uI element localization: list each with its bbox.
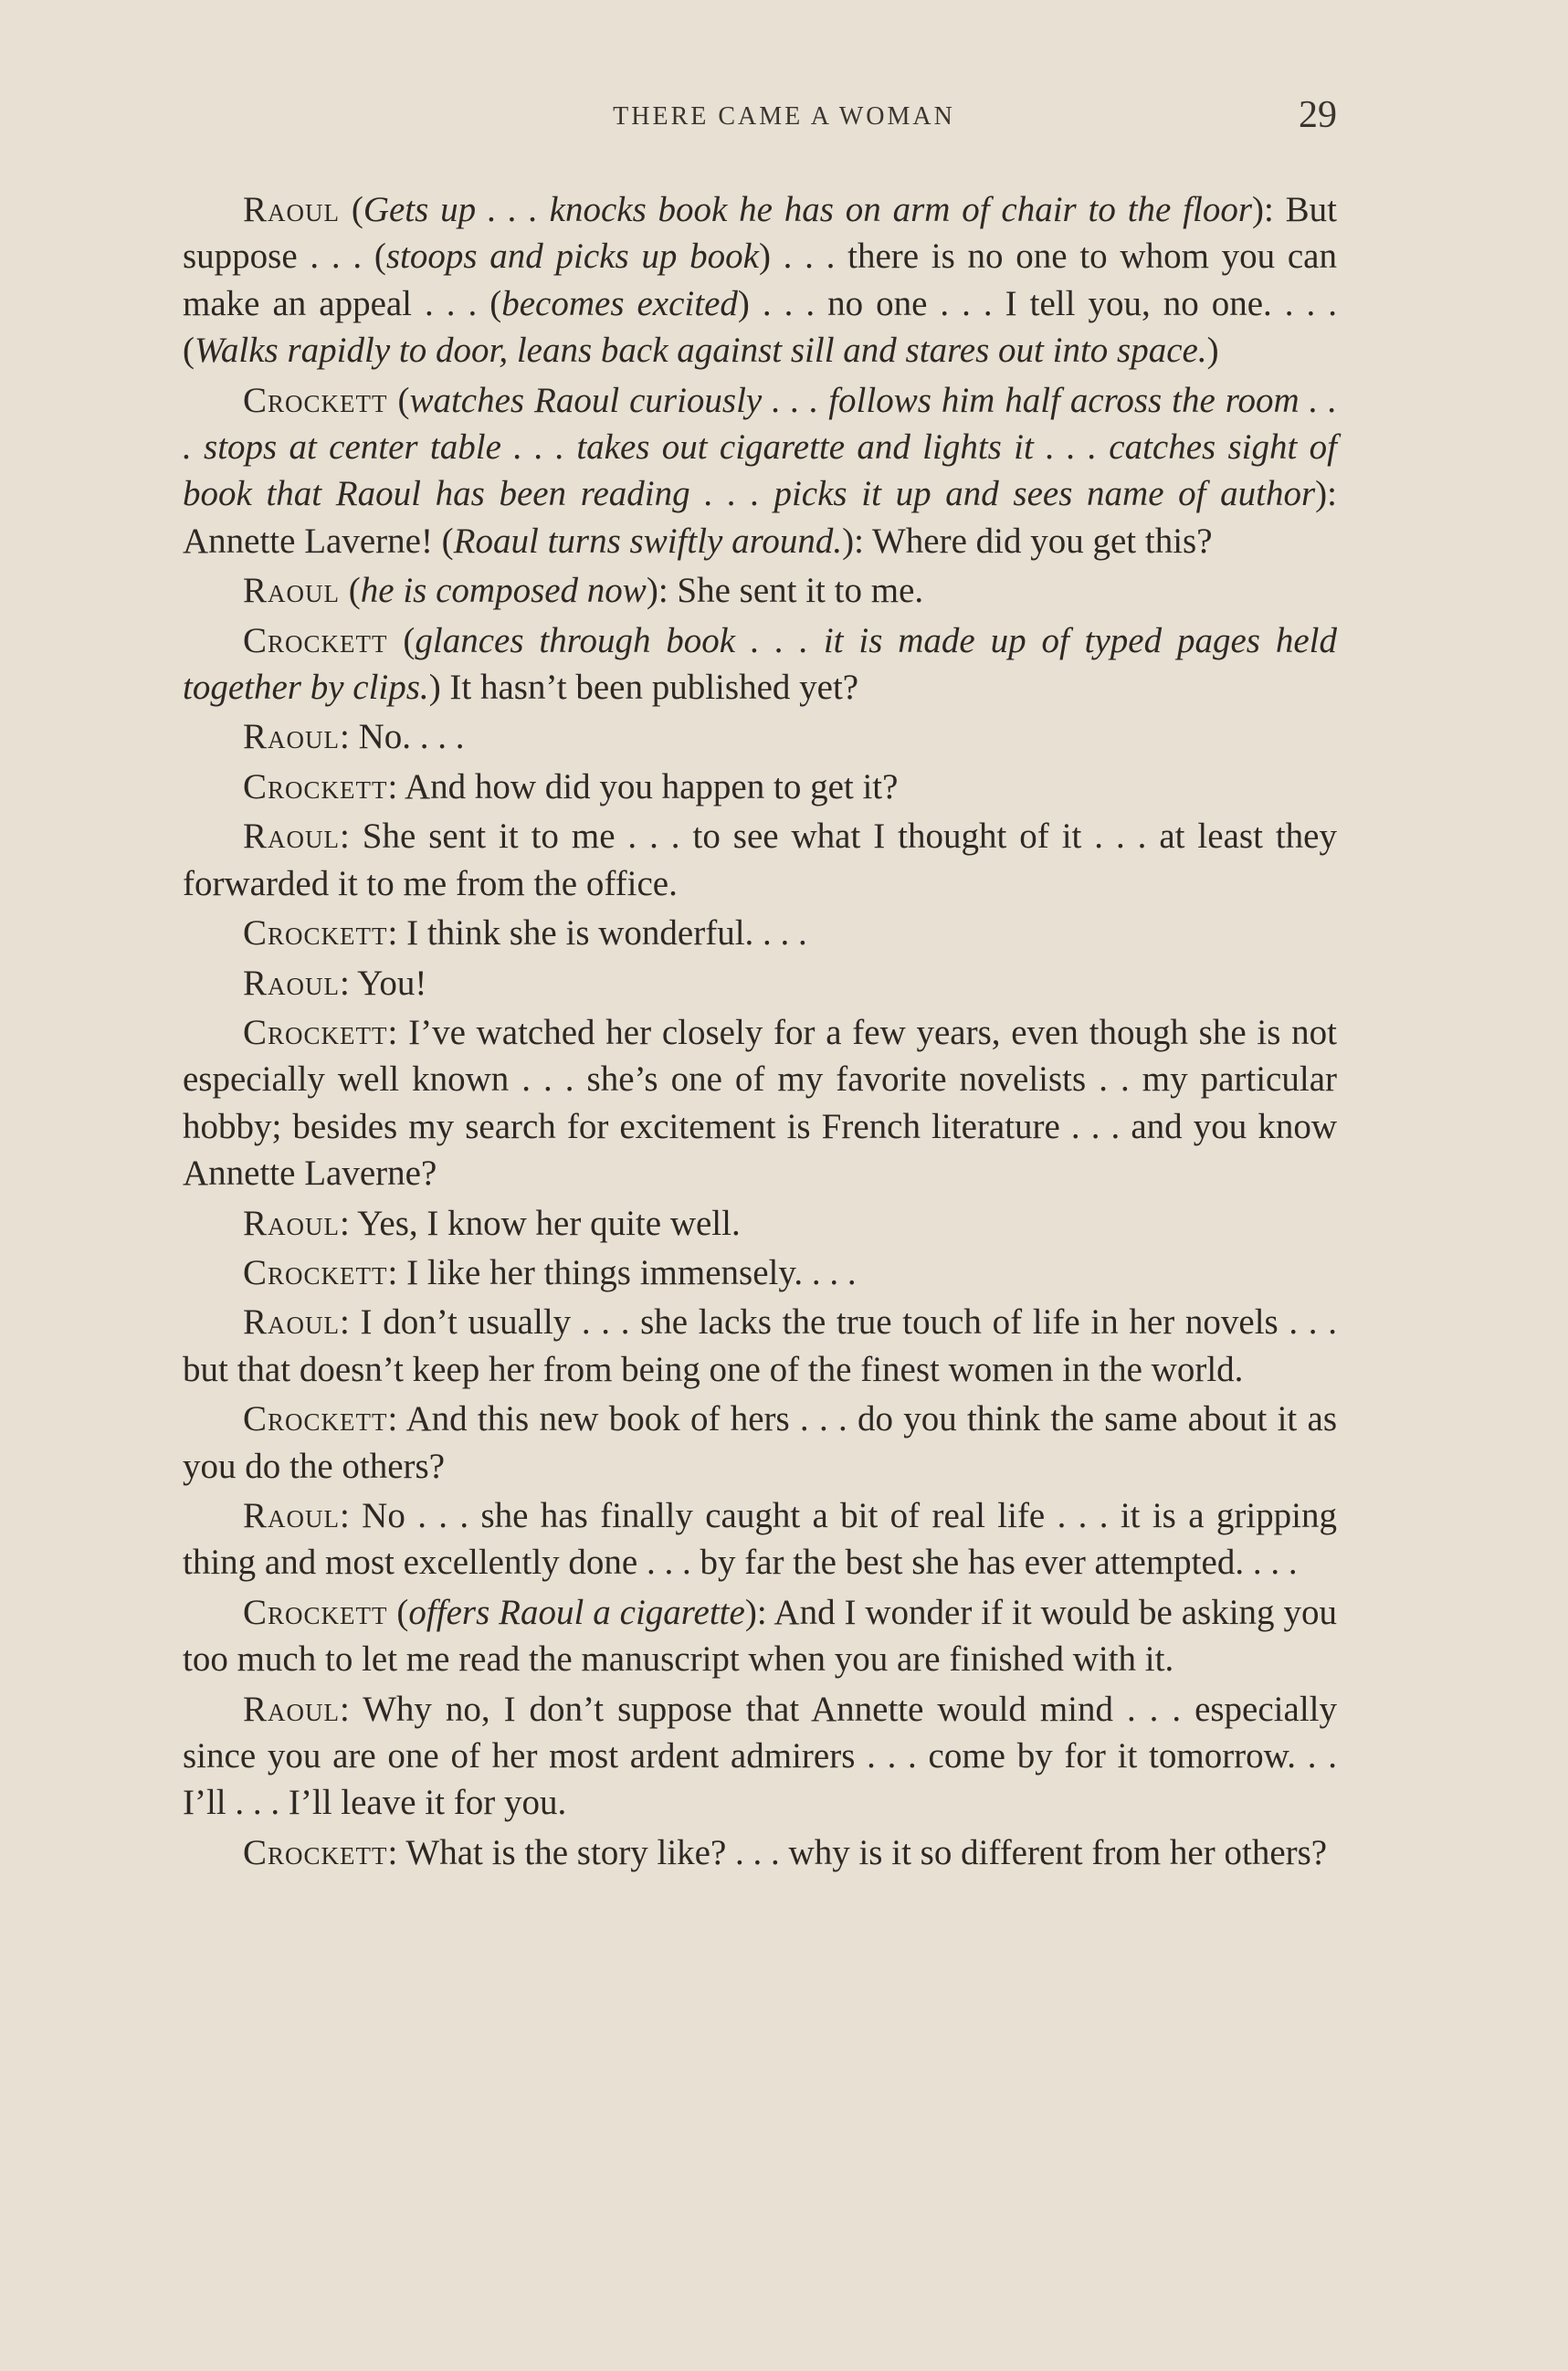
dialogue-line: : She sent it to me . . . to see what I thought of it . . . at least they forwarded it to me from the office. <box>183 817 1337 903</box>
speaker-name: Crockett <box>243 766 388 806</box>
stage-direction: he is composed now <box>360 571 647 611</box>
dialogue-line: : I’ve watched her closely for a few years, even though she is not especially well known . . . she’s one of my favorite novelists . . my particular hobby; besides my search for excitement is French literature . . . and you know Annette Laverne? <box>183 1012 1337 1194</box>
speaker-name: Crockett <box>243 620 388 660</box>
speaker-name: Raoul <box>243 1302 341 1343</box>
speaker-name: Crockett <box>243 1012 388 1052</box>
stage-direction: stoops and picks up book <box>385 237 759 277</box>
dialogue-line: : What is the story like? . . . why is it so different from her others? <box>387 1832 1328 1872</box>
dialogue-line: ) . . . there is no one to whom you can make an appeal . . . ( <box>183 237 1337 323</box>
speaker-name: Raoul <box>243 1495 341 1535</box>
dialogue-line: ): She sent it to me. <box>646 571 924 611</box>
dialogue-paragraph <box>183 1829 1337 1876</box>
dialogue-paragraph <box>183 1492 1337 1586</box>
dialogue-paragraph <box>183 186 1337 374</box>
dialogue-line: ( <box>387 1592 409 1632</box>
dialogue-line: ) . . . no one . . . I tell you, no one. . . . ( <box>183 283 1337 371</box>
dialogue-line: ) <box>1206 331 1219 371</box>
dialogue-paragraph <box>183 960 1337 1006</box>
dialogue-paragraph <box>183 1396 1337 1490</box>
speaker-name: Raoul <box>243 1689 341 1729</box>
dialogue-line: : No . . . she has finally caught a bit of real life . . . it is a gripping thing and most excellently done . . . by far the best she has ever attempted. . . . <box>183 1495 1337 1583</box>
dialogue-line: : And this new book of hers . . . do you think the same about it as you do the others? <box>183 1399 1337 1486</box>
dialogue-paragraph <box>183 713 1337 760</box>
dialogue-line: : And how did you happen to get it? <box>387 766 899 806</box>
stage-direction: glances through book . . . it is made up of typed pages held together by clips. <box>183 620 1337 708</box>
stage-direction: Roaul turns swiftly around. <box>453 521 843 561</box>
dialogue-line: ( <box>340 190 363 229</box>
dialogue-paragraph <box>183 1009 1337 1197</box>
dialogue-line: : I like her things immensely. . . . <box>387 1252 857 1292</box>
dialogue-line: : You! <box>340 963 427 1003</box>
dialogue-line: : Why no, I don’t suppose that Annette would mind . . . especially since you are one of her most ardent admirers . . . come by for it tomorrow. . . I’ll . . . I’ll leave it for you. <box>183 1689 1337 1823</box>
speaker-name: Crockett <box>243 913 388 954</box>
dialogue-line: ) It hasn’t been published yet? <box>428 668 859 708</box>
speaker-name: Raoul <box>243 1203 341 1243</box>
speaker-name: Raoul <box>243 817 341 857</box>
dialogue-line: ): But suppose . . . ( <box>183 190 1337 277</box>
dialogue-line: ( <box>387 380 410 420</box>
dialogue-line: : I think she is wonderful. . . . <box>387 913 807 954</box>
speaker-name: Crockett <box>243 1592 388 1632</box>
dialogue-paragraph <box>183 1299 1337 1393</box>
speaker-name: Raoul <box>243 717 341 757</box>
speaker-name: Crockett <box>243 1832 388 1872</box>
speaker-name: Crockett <box>243 1252 388 1292</box>
dialogue-line: : Yes, I know her quite well. <box>340 1203 741 1243</box>
dialogue-text <box>183 186 1337 1879</box>
speaker-name: Crockett <box>243 380 388 420</box>
dialogue-paragraph <box>183 1249 1337 1296</box>
dialogue-line: : No. . . . <box>340 717 465 757</box>
stage-direction: becomes excited <box>501 283 738 323</box>
speaker-name: Raoul <box>243 190 341 229</box>
dialogue-paragraph <box>183 617 1337 711</box>
speaker-name: Crockett <box>243 1399 388 1439</box>
stage-direction: offers Raoul a cigarette <box>408 1592 745 1632</box>
page-number: 29 <box>1299 94 1337 136</box>
stage-direction: Walks rapidly to door, leans back against sill and stares out into space. <box>195 331 1207 371</box>
stage-direction: Gets up . . . knocks book he has on arm of chair to the floor <box>363 190 1253 229</box>
dialogue-line: ( <box>340 571 361 611</box>
dialogue-paragraph <box>183 377 1337 565</box>
speaker-name: Raoul <box>243 963 341 1003</box>
dialogue-paragraph <box>183 567 1337 614</box>
dialogue-line: ): And I wonder if it would be asking you too much to let me read the manuscript when you are finished with it. <box>183 1592 1337 1680</box>
dialogue-paragraph <box>183 813 1337 907</box>
speaker-name: Raoul <box>243 571 341 611</box>
dialogue-paragraph <box>183 1589 1337 1683</box>
dialogue-line: ): Where did you get this? <box>842 521 1213 561</box>
dialogue-paragraph <box>183 1686 1337 1827</box>
dialogue-line: : I don’t usually . . . she lacks the true touch of life in her novels . . . but that doesn’t keep her from being one of the finest women in the world. <box>183 1302 1337 1389</box>
dialogue-paragraph <box>183 1200 1337 1247</box>
stage-direction: watches Raoul curiously . . . follows him half across the room . . . stops at center table . . . takes out cigarette and lights it . . . catches sight of book that Raoul has been reading . . . picks it up and sees name of author <box>183 380 1337 514</box>
dialogue-paragraph <box>183 764 1337 810</box>
dialogue-paragraph <box>183 910 1337 956</box>
dialogue-line: ): Annette Laverne! ( <box>183 474 1337 561</box>
dialogue-line: ( <box>387 620 416 660</box>
running-head: THERE CAME A WOMAN <box>613 102 955 131</box>
